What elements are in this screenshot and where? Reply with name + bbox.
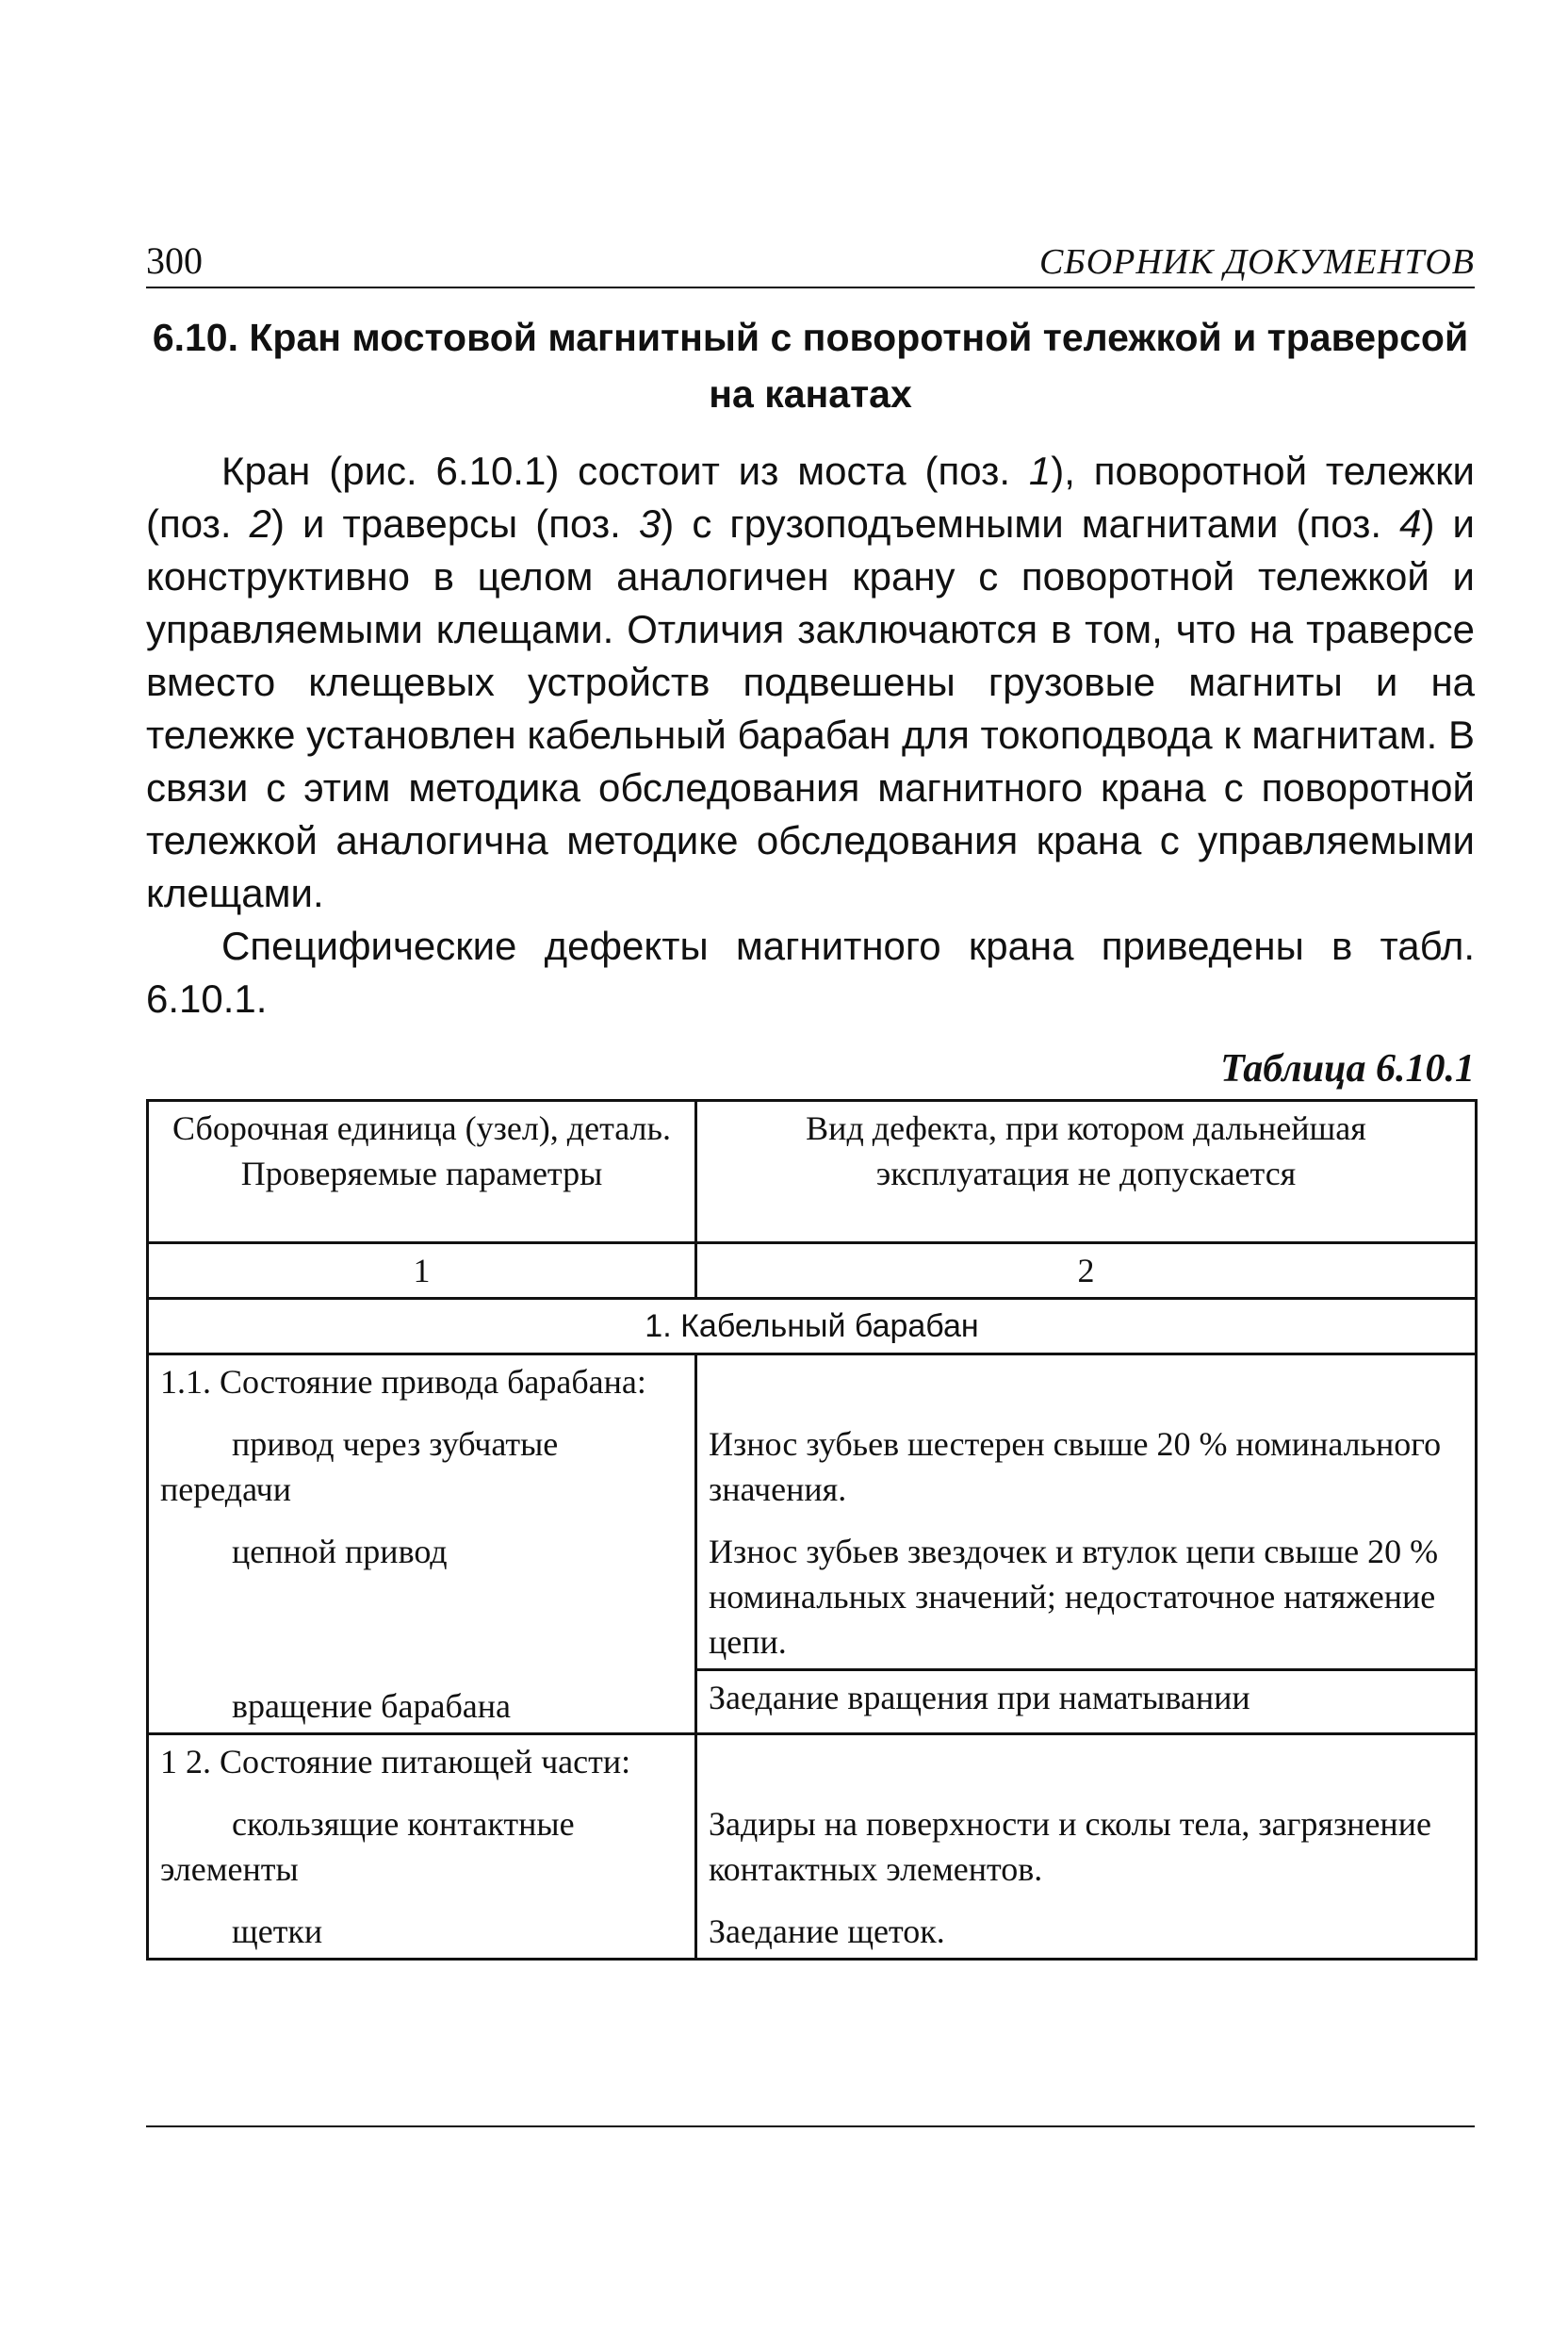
- param-item: скользящие контактные элементы: [160, 1804, 575, 1888]
- column-index-2: 2: [696, 1243, 1477, 1299]
- position-number: 3: [638, 501, 662, 546]
- page-number: 300: [146, 239, 203, 282]
- section-heading-line-2: на канатах: [709, 372, 912, 416]
- defect-text: Заедание вращения при наматывании: [709, 1679, 1250, 1716]
- paragraph-table-reference: Специфические дефекты магнитного крана приведены в табл. 6.10.1.: [146, 924, 1475, 1021]
- table-group-row: [148, 1299, 1477, 1354]
- position-number: 2: [249, 501, 271, 546]
- param-cell: [148, 1670, 696, 1734]
- param-cell: [148, 1788, 696, 1895]
- table-caption: Таблица 6.10.1: [1220, 1047, 1475, 1091]
- collection-title: СБОРНИК ДОКУМЕНТОВ: [1038, 242, 1475, 282]
- column-index-1: 1: [148, 1243, 696, 1299]
- paragraph-text: ) и конструктивно в целом аналогичен крану с поворотной тележкой и управляемыми клещами. Отличия заключаются в том, что на траверсе вместо клещевых устройств подвешены грузовые магниты и на тележке установлен кабельный барабан для токоподвода к магнитам. В связи с этим методика обследования магнитного крана с поворотной тележкой аналогична методике обследования крана с управляемыми клещами.: [146, 501, 1475, 915]
- bottom-divider: [146, 2125, 1475, 2127]
- paragraph-crane-description: [146, 445, 1475, 920]
- table-row: [148, 1408, 1477, 1516]
- table-row: [148, 1895, 1477, 1960]
- table-header-row: [148, 1101, 1477, 1243]
- defect-text: Износ зубьев шестерен свыше 20 % номинального значения.: [709, 1425, 1442, 1508]
- table-row: [148, 1670, 1477, 1734]
- section-heading: [146, 309, 1475, 422]
- param-item: цепной привод: [232, 1533, 448, 1570]
- defect-cell: [696, 1408, 1477, 1516]
- param-cell: [148, 1516, 696, 1670]
- param-block-title: 1 2. Состояние питающей части:: [160, 1742, 631, 1780]
- header-cell-defect-type: Вид дефекта, при котором дальнейшая эксплуатация не допускается: [696, 1101, 1477, 1243]
- defect-cell: [696, 1895, 1477, 1960]
- header-cell-assembly-unit: Сборочная единица (узел), деталь. Проверяемые параметры: [148, 1101, 696, 1243]
- defect-text: Заедание щеток.: [709, 1912, 945, 1950]
- book-page: [146, 226, 1475, 1961]
- param-item: щетки: [232, 1912, 323, 1950]
- table-row: [148, 1733, 1477, 1788]
- param-item: привод через зубчатые передачи: [160, 1425, 559, 1508]
- table-row: [148, 1516, 1477, 1670]
- table-index-row: [148, 1243, 1477, 1299]
- position-number: 4: [1399, 501, 1422, 546]
- defect-cell: [696, 1354, 1477, 1409]
- group-heading-cable-drum: 1. Кабельный барабан: [148, 1299, 1477, 1354]
- table-row: [148, 1354, 1477, 1409]
- table-row: [148, 1788, 1477, 1895]
- paragraph-text: ) с грузоподъемными магнитами (поз.: [661, 501, 1400, 546]
- defect-cell: [696, 1670, 1477, 1734]
- defect-cell: [696, 1788, 1477, 1895]
- param-block-title: 1.1. Состояние привода барабана:: [160, 1363, 646, 1401]
- section-heading-line-1: 6.10. Кран мостовой магнитный с поворотной тележкой и траверсой: [152, 316, 1469, 359]
- param-cell: [148, 1354, 696, 1409]
- defect-text: Износ зубьев звездочек и втулок цепи свыше 20 % номинальных значений; недостаточное натяжение цепи.: [709, 1533, 1439, 1661]
- param-cell: [148, 1733, 696, 1788]
- defect-cell: [696, 1516, 1477, 1670]
- paragraph-text: ) и траверсы (поз.: [270, 501, 639, 546]
- body-text: [146, 445, 1475, 1026]
- param-cell: [148, 1895, 696, 1960]
- param-cell: [148, 1408, 696, 1516]
- defects-table: [146, 1099, 1478, 1961]
- paragraph-text: ), поворотной тележки (поз.: [146, 449, 1475, 546]
- paragraph-text: Кран (рис. 6.10.1) состоит из моста (поз.: [221, 449, 1029, 493]
- position-number: 1: [1028, 449, 1052, 493]
- defect-text: Задиры на поверхности и сколы тела, загрязнение контактных элементов.: [709, 1804, 1431, 1888]
- param-item: вращение барабана: [232, 1686, 511, 1725]
- running-head: [146, 226, 1475, 288]
- defect-cell: [696, 1733, 1477, 1788]
